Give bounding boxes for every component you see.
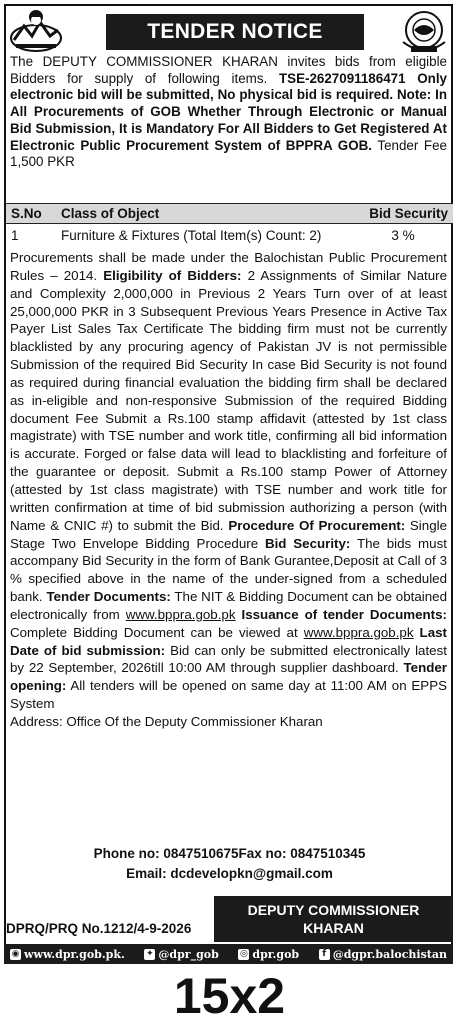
tender-documents-text: The NIT & Bidding Document can be obtained electronically from xyxy=(10,589,447,622)
rules-text: Procurements shall be made under the Balochistan Public Procurement Rules – 2014. xyxy=(10,250,447,283)
eligibility-text: 2 Assignments of Similar Nature and Complexity 2,000,000 in Previous 2 Years Turn over of at least 25,000,000 PKR in 3 Subsequent Previous Years Presence in Active Tax Payer List Sales Tax Certificate The bidding firm must not be currently blacklisted by any procuring agency of Pakistan JV is not permissible Submission of the required Bid Security In case Bid Security is not found as required during financial evaluation the bidding firm shall be declared as in-eligible and non-responsive Submission of the required Bidding document Fee Submit a Rs.100 stamp affidavit (attested by 1st class magistrate) with TSE number and work title, confirming all bid information is accurate. Forged or false data will lead to blacklisting and forfeiture of the guarantee or deposit. Submit a Rs.100 stamp Power of Attorney (attested by 1st class magistrate) with TSE number and work title for written confirmation at time of bid submission authorizing a person (with Name & CNIC #) to submit the Bid. xyxy=(10,267,447,533)
tender-fee-text: Tender Fee 1,500 PKR xyxy=(10,137,447,170)
phone-fax: Phone no: 0847510675Fax no: 0847510345 xyxy=(93,846,366,861)
balochistan-seal-icon xyxy=(399,8,449,54)
tender-opening-text: All tenders will be opened on same day at 11:00 AM on EPPS System xyxy=(10,678,447,712)
cell-sno: 1 xyxy=(11,228,19,243)
signatory-box xyxy=(214,896,453,942)
prq-number: DPRQ/PRQ No.1212/4-9-2026 xyxy=(6,921,192,936)
address-text: Address: Office Of the Deputy Commissioner Kharan xyxy=(10,713,323,729)
notice-header xyxy=(6,6,453,54)
facebook-icon: f xyxy=(319,949,330,960)
eligibility-heading: Eligibility of Bidders: xyxy=(103,267,242,283)
column-header-sno: S.No xyxy=(6,204,56,224)
ad-size-label: 15x2 xyxy=(173,968,286,1024)
page-title: TENDER NOTICE xyxy=(106,14,364,50)
instagram-icon: ◎ xyxy=(239,948,248,959)
signatory-title: DEPUTY COMMISSIONER xyxy=(247,902,420,918)
bid-security-text: The bids must accompany Bid Security in the form of Bank Gurantee,Deposit at Call of 3 % specified above in the name of the under-signed from a scheduled bank. xyxy=(10,535,447,605)
table-row xyxy=(6,224,453,248)
intro-paragraph xyxy=(10,54,447,171)
cell-security: 3 % xyxy=(391,228,415,243)
tender-documents-heading: Tender Documents: xyxy=(46,589,171,605)
bppra-link[interactable]: www.bppra.gob.pk xyxy=(125,606,236,622)
signatory-place: KHARAN xyxy=(303,920,364,936)
last-date-text: Bid can only be submitted electronically latest by 22 September, 2026till 10:00 AM through supplier dashboard. xyxy=(10,642,447,676)
twitter-icon: ✦ xyxy=(146,948,154,959)
tender-opening-heading: Tender opening: xyxy=(10,660,447,694)
last-date-heading: Last Date of bid submission: xyxy=(10,624,447,658)
column-header-security: Bid Security xyxy=(353,204,453,224)
table-header-row xyxy=(6,204,453,224)
intro-bold-text: TSE-2627091186471 Only electronic bid will be submitted, No physical bid is required. Note: In All Procurements of GOB Whether Through Electronic or Manual Bid Submission, It is Mandatory For All Bidders to Get Registered At Electronic Public Procurement System of BPPRA GOB. xyxy=(10,70,447,153)
website-text: www.dpr.gob.pk. xyxy=(24,947,125,961)
issuance-heading: Issuance of tender Documents: xyxy=(235,606,447,622)
website-link[interactable] xyxy=(10,948,125,961)
terms-paragraph xyxy=(10,249,447,731)
globe-icon: ◉ xyxy=(11,948,20,959)
facebook-link[interactable] xyxy=(319,948,447,961)
government-emblem-icon xyxy=(8,8,64,54)
facebook-text: @dgpr.balochistan xyxy=(332,947,447,961)
twitter-link[interactable] xyxy=(144,948,218,961)
email: Email: dcdevelopkn@gmail.com xyxy=(126,866,333,881)
instagram-link[interactable] xyxy=(238,948,299,961)
procedure-text: Single Stage Two Envelope Bidding Procedure xyxy=(10,517,447,551)
bid-security-heading: Bid Security: xyxy=(264,535,351,551)
twitter-text: @dpr_gob xyxy=(158,947,219,961)
procedure-heading: Procedure Of Procurement: xyxy=(228,517,406,533)
footer-bar xyxy=(4,944,453,964)
issuance-text: Complete Bidding Document can be viewed at xyxy=(10,624,304,640)
bppra-link-2[interactable]: www.bppra.gob.pk xyxy=(303,624,414,640)
column-header-class: Class of Object xyxy=(56,204,353,224)
cell-class: Furniture & Fixtures (Total Item(s) Count: 2) xyxy=(61,228,322,243)
instagram-text: dpr.gob xyxy=(252,947,300,961)
contact-block xyxy=(6,844,453,884)
intro-text: The DEPUTY COMMISSIONER KHARAN invites bids from eligible Bidders for supply of following items. xyxy=(10,54,447,86)
items-table xyxy=(6,203,453,247)
